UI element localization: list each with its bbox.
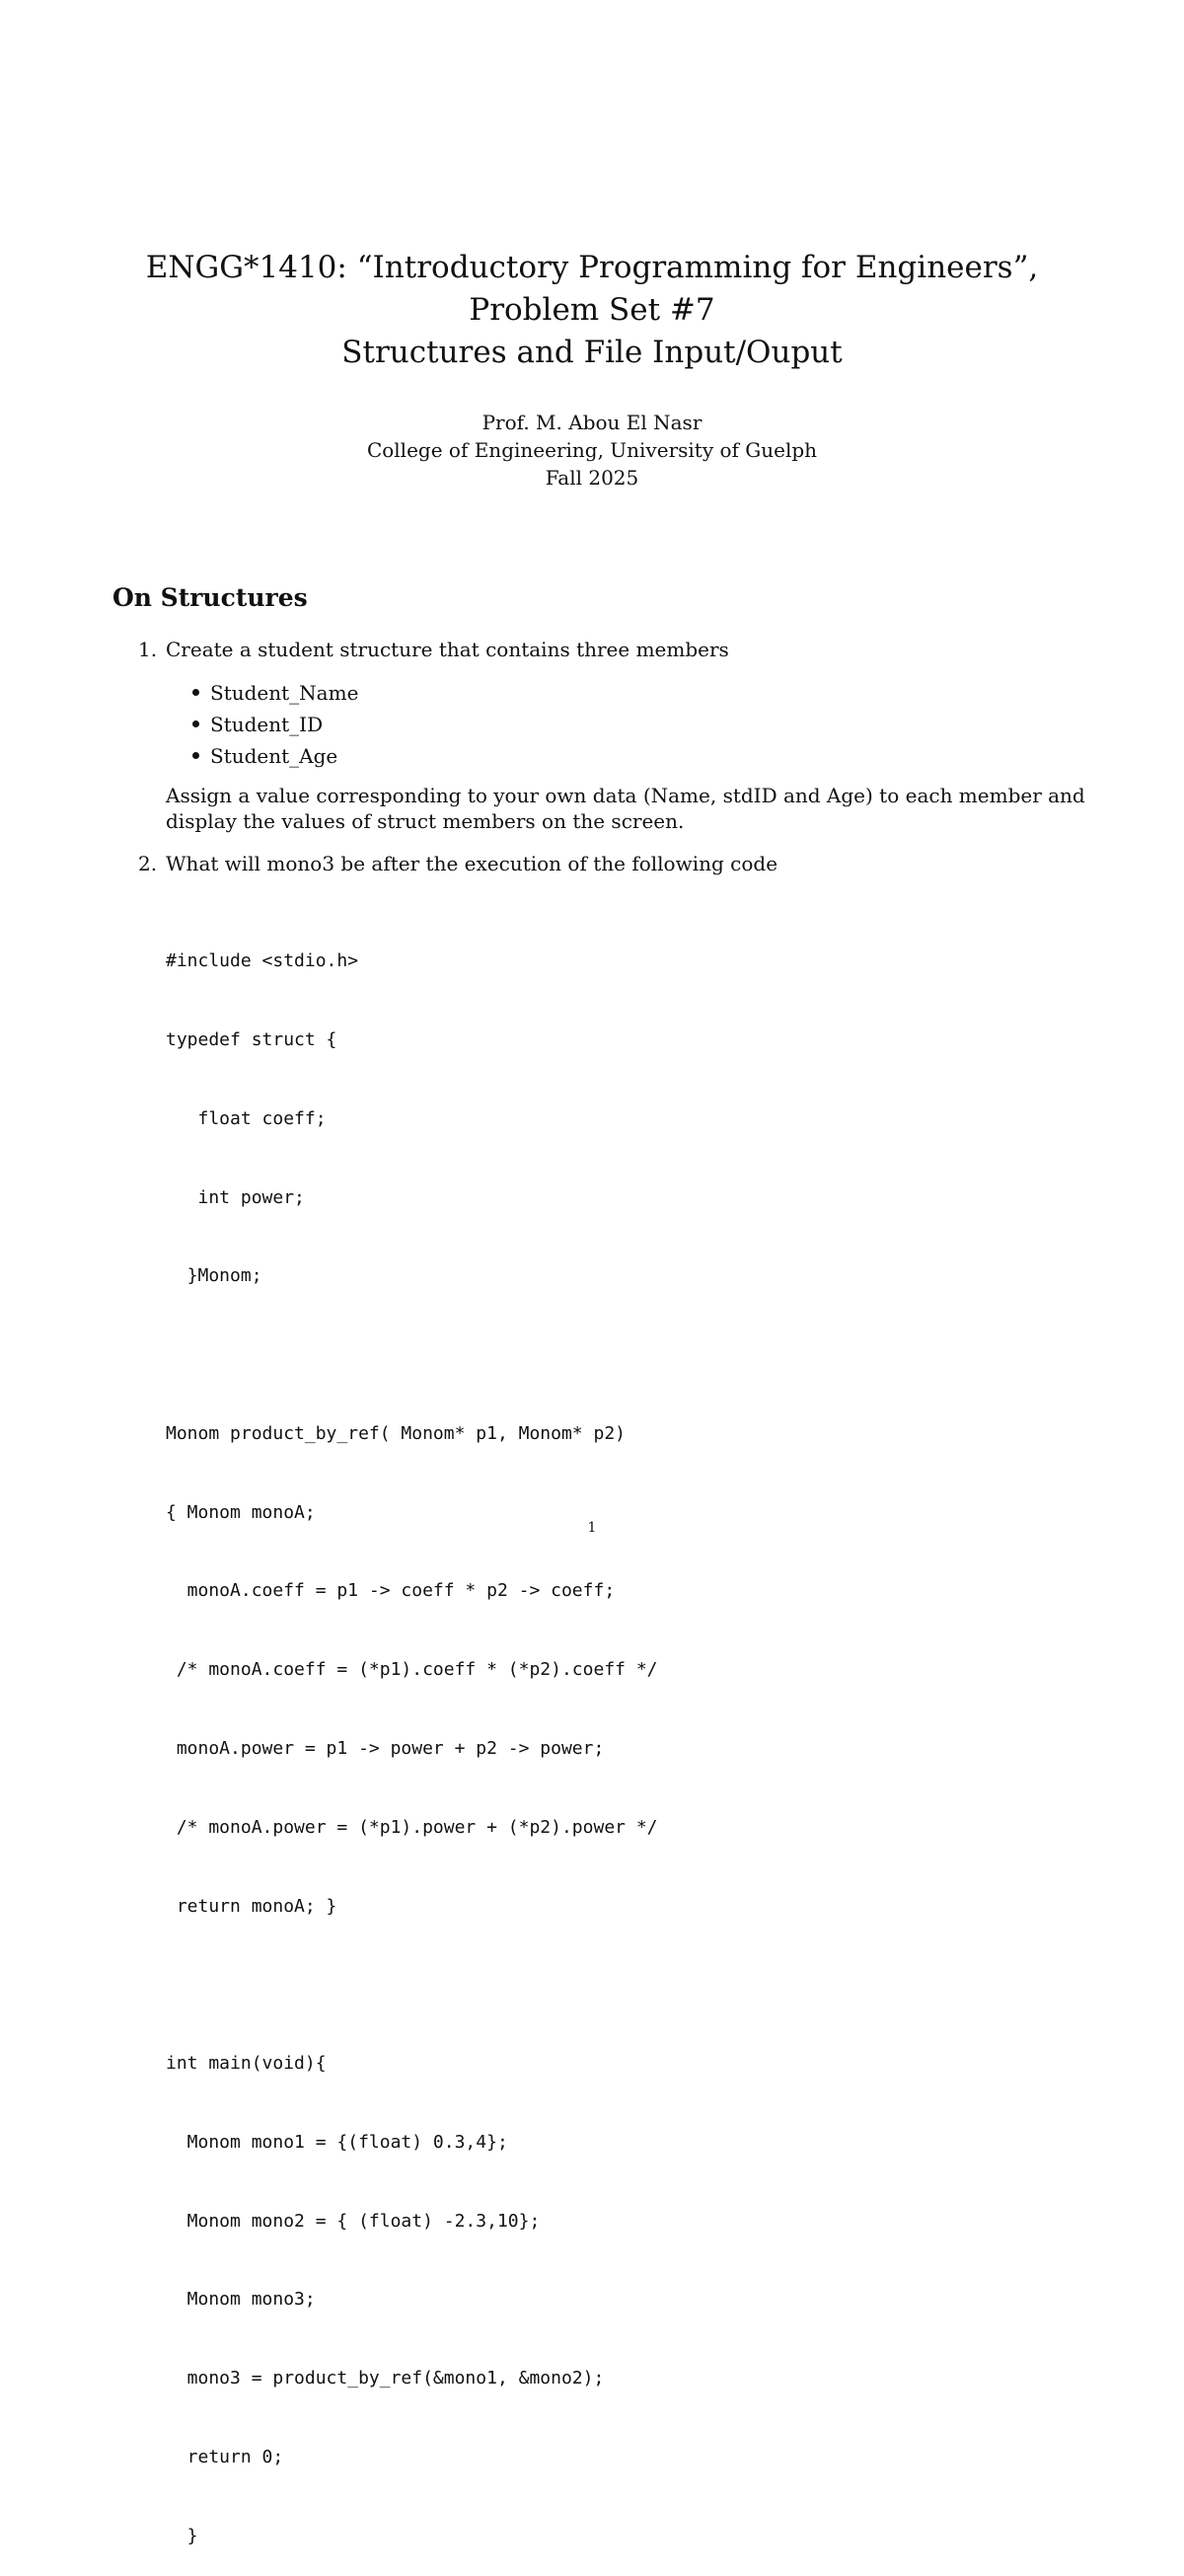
problem-text: Create a student structure that contains three members (166, 638, 729, 661)
code-line: /* monoA.coeff = (*p1).coeff * (*p2).coeff */ (166, 1659, 658, 1681)
code-line (166, 1972, 658, 1999)
problem-number: 2. (138, 852, 158, 875)
code-line: } (166, 2525, 198, 2546)
member-list (192, 677, 358, 772)
code-line: typedef struct { (166, 1028, 337, 1050)
code-line: return monoA; } (166, 1895, 337, 1917)
code-line: /* monoA.power = (*p1).power + (*p2).power */ (166, 1816, 658, 1838)
code-line: return 0; (166, 2447, 284, 2468)
code-line: monoA.coeff = p1 -> coeff * p2 -> coeff; (166, 1580, 616, 1602)
code-line: }Monom; (166, 1265, 262, 1287)
author-block (0, 409, 1184, 492)
section-title: On Structures (112, 583, 308, 612)
author-affiliation: College of Engineering, University of Guelph (366, 438, 818, 462)
code-line: float coeff; (166, 1107, 327, 1129)
list-item (192, 677, 358, 709)
list-item-label: Student_Name (210, 681, 359, 705)
problem-text: What will mono3 be after the execution of the following code (166, 852, 778, 875)
author-name: Prof. M. Abou El Nasr (481, 411, 703, 434)
code-line: Monom mono3; (166, 2289, 316, 2311)
code-line: #include <stdio.h> (166, 950, 359, 972)
page-number: 1 (587, 1520, 597, 1536)
code-line: { Monom monoA; (166, 1501, 316, 1523)
list-item (192, 709, 358, 740)
title-line-course: ENGG*1410: “Introductory Programming for Engineers”, (145, 250, 1039, 285)
title-line-problem-set: Problem Set #7 (469, 292, 715, 328)
code-line: mono3 = product_by_ref(&mono1, &mono2); (166, 2368, 605, 2389)
list-item (192, 740, 358, 772)
bullet-icon (192, 720, 199, 727)
term: Fall 2025 (545, 466, 639, 490)
code-line (166, 1342, 658, 1369)
problem-1-followup: Assign a value corresponding to your own data (Name, stdID and Age) to each member and display the values of struct members on the screen. (166, 784, 1085, 833)
bullet-icon (192, 752, 199, 759)
code-line: int main(void){ (166, 2053, 327, 2075)
code-line: Monom product_by_ref( Monom* p1, Monom* p2) (166, 1422, 626, 1444)
problem-number: 1. (138, 638, 158, 661)
list-item-label: Student_ID (210, 713, 324, 736)
code-line: monoA.power = p1 -> power + p2 -> power; (166, 1738, 605, 1759)
code-listing (166, 896, 658, 2576)
code-line: int power; (166, 1186, 305, 1208)
code-line: Monom mono1 = {(float) 0.3,4}; (166, 2131, 508, 2153)
title-line-topic: Structures and File Input/Ouput (341, 335, 843, 370)
bullet-icon (192, 689, 199, 696)
list-item-label: Student_Age (210, 744, 338, 768)
code-line: Monom mono2 = { (float) -2.3,10}; (166, 2210, 541, 2232)
document-title (0, 247, 1184, 374)
